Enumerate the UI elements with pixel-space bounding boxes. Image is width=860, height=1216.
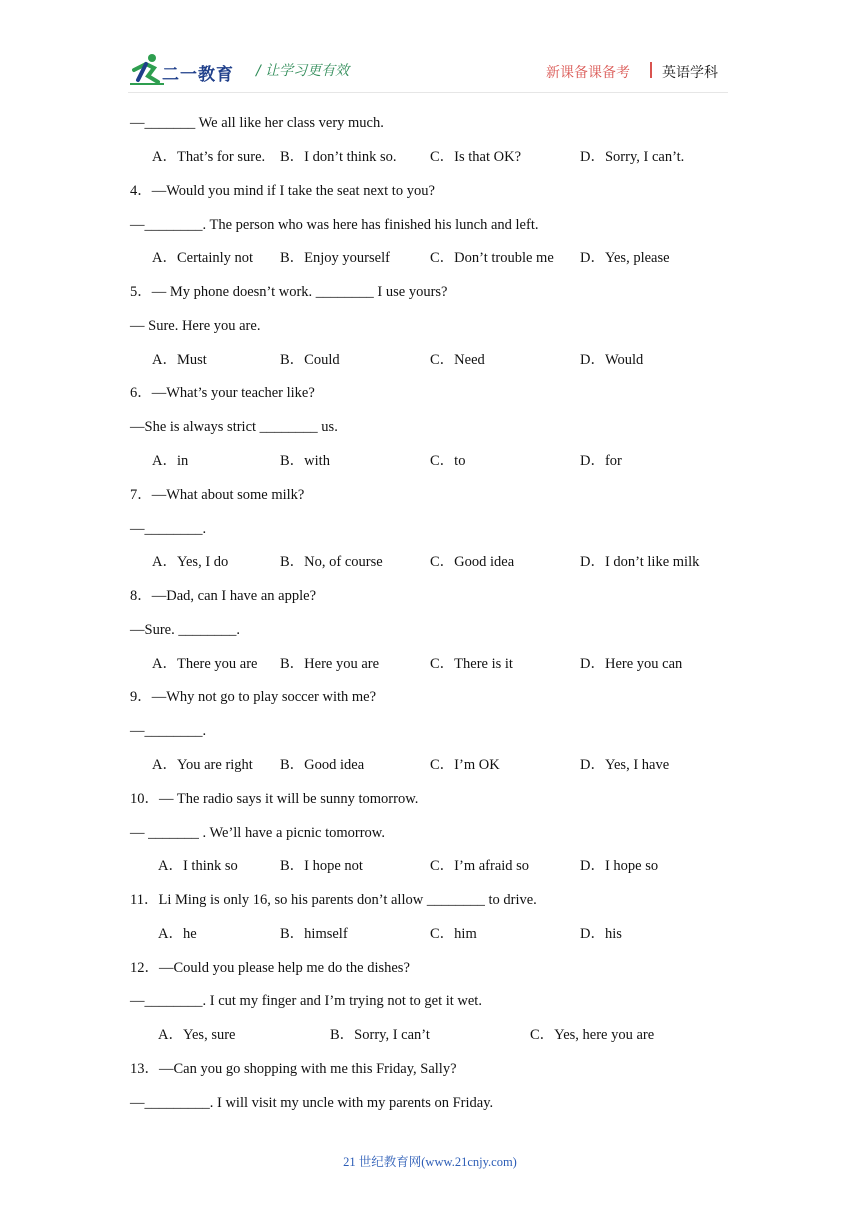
option-b: B．Here you are <box>280 656 380 672</box>
option-a: A．That’s for sure. <box>152 149 266 165</box>
question-line: 9．—Why not go to play soccer with me? <box>130 689 377 705</box>
option-a: A．There you are <box>152 656 258 672</box>
option-c: C．him <box>430 926 477 942</box>
option-c: C．Need <box>430 352 485 368</box>
option-d: D．I don’t like milk <box>580 554 700 570</box>
option-c: C．Good idea <box>430 554 515 570</box>
option-d: D．for <box>580 453 622 469</box>
option-a: A．in <box>152 453 189 469</box>
option-c: C．Is that OK? <box>430 149 522 165</box>
question-line: 10．— The radio says it will be sunny tomorrow. <box>130 791 419 807</box>
header-subject: 英语学科 <box>662 65 718 81</box>
option-d: D．his <box>580 926 622 942</box>
question-line: —Sure. ________. <box>130 622 240 638</box>
option-a: A．Yes, sure <box>158 1027 236 1043</box>
option-a: A．Yes, I do <box>152 554 229 570</box>
option-c: C．Don’t trouble me <box>430 250 554 266</box>
option-b: B．Could <box>280 352 340 368</box>
question-line: — Sure. Here you are. <box>130 318 261 334</box>
option-b: B．Sorry, I can’t <box>330 1027 430 1043</box>
option-d: D．Here you can <box>580 656 683 672</box>
header-tagline: 新课备课备考 <box>546 65 630 81</box>
option-a: A．he <box>158 926 197 942</box>
option-b: B．Good idea <box>280 757 365 773</box>
question-line: 11．Li Ming is only 16, so his parents don’t allow ________ to drive. <box>130 892 537 908</box>
question-line: —________. <box>130 521 207 537</box>
option-a: A．You are right <box>152 757 253 773</box>
question-line: 6．—What’s your teacher like? <box>130 385 315 401</box>
question-line: —_________. I will visit my uncle with my parents on Friday. <box>130 1095 494 1111</box>
page-footer: 21 世纪教育网(www.21cnjy.com) <box>343 1155 517 1169</box>
option-b: B．himself <box>280 926 348 942</box>
option-b: B．with <box>280 453 330 469</box>
question-line: —_______ We all like her class very much. <box>130 115 384 131</box>
option-d: D．Would <box>580 352 644 368</box>
option-a: A．Must <box>152 352 207 368</box>
question-line: 5．— My phone doesn’t work. ________ I use yours? <box>130 284 448 300</box>
option-c: C．Yes, here you are <box>530 1027 655 1043</box>
question-line: — _______ . We’ll have a picnic tomorrow. <box>130 825 385 841</box>
page-header <box>0 0 860 110</box>
logo-text: 二一教育 <box>162 65 234 85</box>
question-line: 4．—Would you mind if I take the seat next to you? <box>130 183 435 199</box>
question-line: 13．—Can you go shopping with me this Friday, Sally? <box>130 1061 457 1077</box>
option-b: B．I don’t think so. <box>280 149 397 165</box>
option-d: D．Sorry, I can’t. <box>580 149 685 165</box>
question-line: —________. <box>130 723 207 739</box>
option-c: C．I’m afraid so <box>430 858 530 874</box>
option-c: C．to <box>430 453 466 469</box>
question-line: 12．—Could you please help me do the dishes? <box>130 960 410 976</box>
option-d: D．Yes, I have <box>580 757 670 773</box>
option-b: B．No, of course <box>280 554 383 570</box>
question-line: 8．—Dad, can I have an apple? <box>130 588 317 604</box>
question-line: 7．—What about some milk? <box>130 487 305 503</box>
option-d: D．Yes, please <box>580 250 670 266</box>
option-c: C．I’m OK <box>430 757 500 773</box>
question-line: —________. The person who was here has finished his lunch and left. <box>130 217 539 233</box>
question-line: —________. I cut my finger and I’m trying not to get it wet. <box>130 993 482 1009</box>
logo <box>128 52 246 92</box>
option-c: C．There is it <box>430 656 513 672</box>
header-rule <box>128 92 728 93</box>
option-b: B．I hope not <box>280 858 363 874</box>
option-a: A．I think so <box>158 858 238 874</box>
option-d: D．I hope so <box>580 858 659 874</box>
header-divider <box>650 62 652 78</box>
question-line: —She is always strict ________ us. <box>130 419 338 435</box>
option-a: A．Certainly not <box>152 250 254 266</box>
header-slogan: / 让学习更有效 <box>256 63 350 79</box>
option-b: B．Enjoy yourself <box>280 250 390 266</box>
